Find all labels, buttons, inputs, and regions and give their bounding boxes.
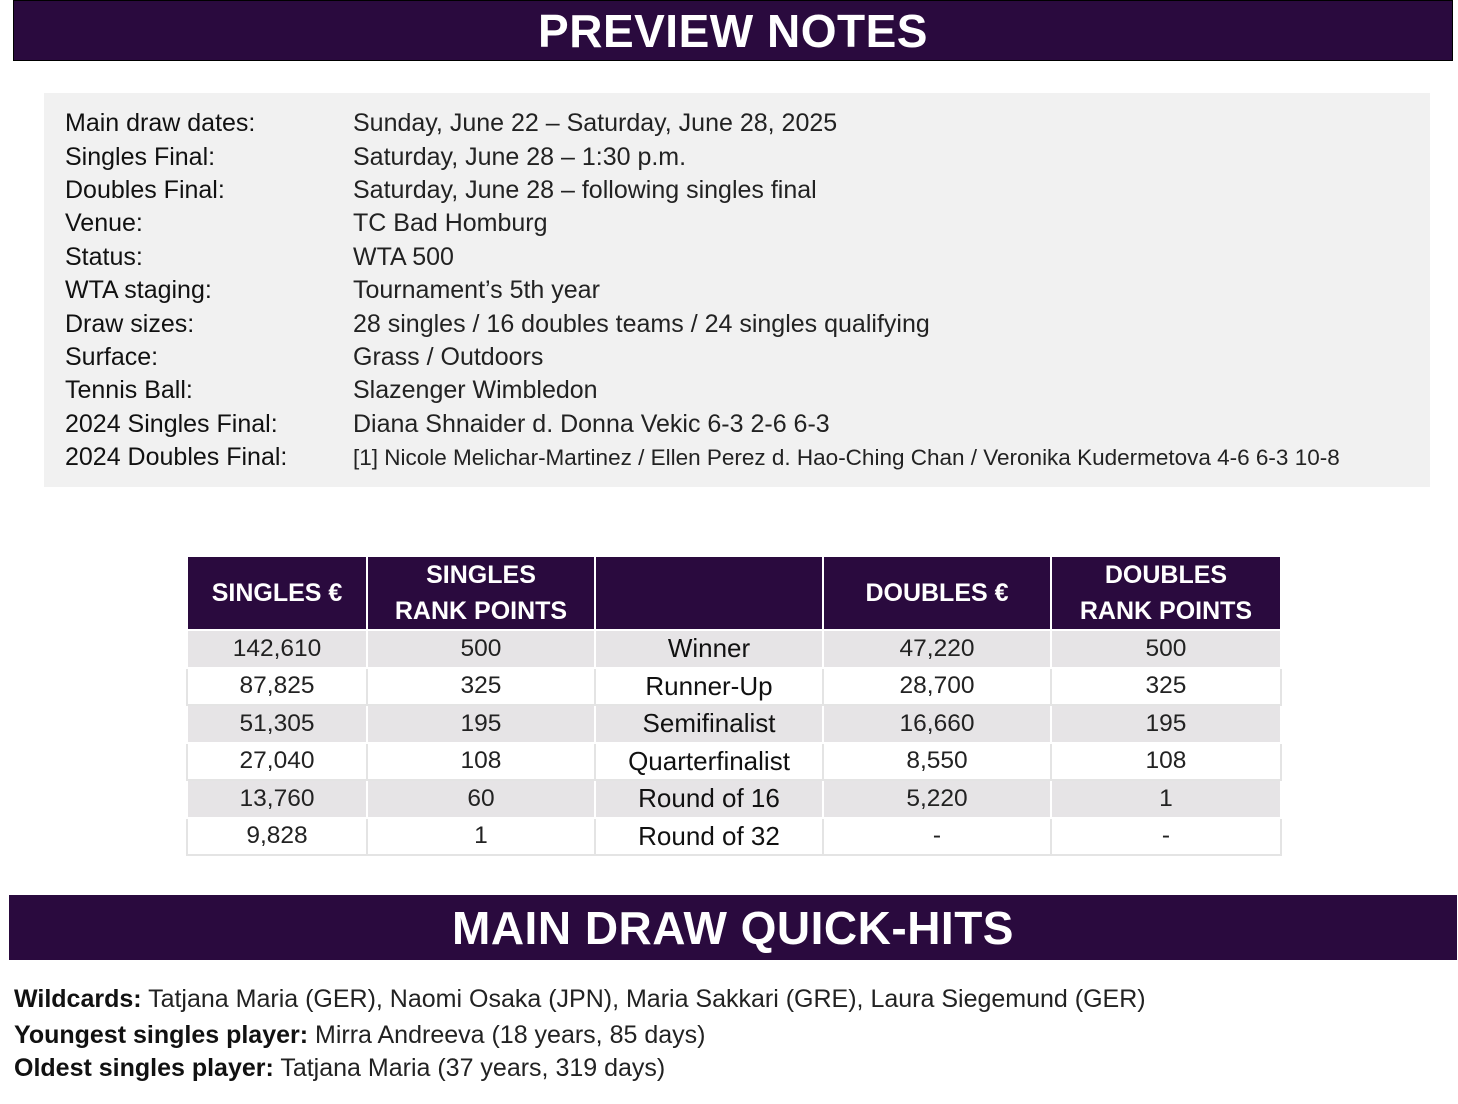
doubles-points-cell: 325 [1051, 668, 1281, 706]
info-row-draw-sizes [65, 307, 1430, 340]
info-value: Slazenger Wimbledon [353, 376, 598, 405]
info-label: 2024 Doubles Final: [65, 443, 288, 472]
info-row-status [65, 241, 1430, 274]
doubles-prize-cell: 16,660 [823, 705, 1051, 743]
preview-notes-banner [13, 0, 1453, 61]
table-row [187, 743, 1281, 781]
singles-prize-cell: 142,610 [187, 630, 367, 668]
singles-points-cell: 1 [367, 818, 595, 856]
singles-points-cell: 60 [367, 780, 595, 818]
doubles-points-cell: 500 [1051, 630, 1281, 668]
header-singles-prize: SINGLES € [187, 556, 367, 630]
quick-hit-label: Oldest singles player: [14, 1054, 274, 1082]
info-label: Doubles Final: [65, 175, 225, 204]
info-value: Sunday, June 22 – Saturday, June 28, 2025 [353, 109, 838, 138]
round-cell: Round of 32 [595, 818, 823, 856]
table-row [187, 818, 1281, 856]
table-header-row [187, 556, 1281, 630]
info-row-singles-final [65, 140, 1430, 173]
info-row-tennis-ball [65, 374, 1430, 407]
header-round [595, 556, 823, 630]
info-value: Saturday, June 28 – 1:30 p.m. [353, 142, 687, 171]
info-row-main-draw-dates [65, 107, 1430, 140]
singles-prize-cell: 87,825 [187, 668, 367, 706]
doubles-points-cell: - [1051, 818, 1281, 856]
header-singles-rank-points: SINGLES RANK POINTS [367, 556, 595, 630]
info-label: 2024 Singles Final: [65, 409, 278, 438]
doubles-prize-cell: 8,550 [823, 743, 1051, 781]
info-value: WTA 500 [353, 242, 454, 271]
info-label: WTA staging: [65, 276, 212, 305]
info-row-2024-doubles-final [65, 441, 1430, 474]
info-row-2024-singles-final [65, 408, 1430, 441]
table-row [187, 780, 1281, 818]
quick-hit-youngest [14, 1021, 705, 1050]
info-value: [1] Nicole Melichar-Martinez / Ellen Perez d. Hao-Ching Chan / Veronika Kudermetova 4-6 6-3 10-8 [353, 444, 1340, 470]
info-value: 28 singles / 16 doubles teams / 24 singles qualifying [353, 309, 930, 338]
table-row [187, 705, 1281, 743]
quick-hit-text: Tatjana Maria (GER), Naomi Osaka (JPN), Maria Sakkari (GRE), Laura Siegemund (GER) [141, 985, 1146, 1013]
table-row [187, 668, 1281, 706]
quick-hit-wildcards [14, 985, 1146, 1014]
singles-points-cell: 325 [367, 668, 595, 706]
info-label: Status: [65, 242, 143, 271]
singles-prize-cell: 9,828 [187, 818, 367, 856]
quick-hits-title: MAIN DRAW QUICK-HITS [452, 901, 1014, 954]
prize-money-table [186, 555, 1282, 856]
info-label: Singles Final: [65, 142, 216, 171]
quick-hit-text: Tatjana Maria (37 years, 319 days) [273, 1054, 666, 1082]
info-row-venue [65, 207, 1430, 240]
table-row [187, 630, 1281, 668]
doubles-prize-cell: - [823, 818, 1051, 856]
tournament-info-box [44, 93, 1430, 487]
header-doubles-rank-points: DOUBLES RANK POINTS [1051, 556, 1281, 630]
preview-notes-title: PREVIEW NOTES [538, 4, 928, 57]
info-value: Diana Shnaider d. Donna Vekic 6-3 2-6 6-3 [353, 409, 830, 438]
info-value: Tournament’s 5th year [353, 276, 600, 305]
quick-hits-banner [9, 895, 1457, 960]
singles-points-cell: 108 [367, 743, 595, 781]
doubles-points-cell: 108 [1051, 743, 1281, 781]
info-label: Main draw dates: [65, 109, 256, 138]
doubles-prize-cell: 28,700 [823, 668, 1051, 706]
info-value: Grass / Outdoors [353, 342, 544, 371]
info-label: Draw sizes: [65, 309, 195, 338]
info-row-surface [65, 341, 1430, 374]
header-doubles-prize: DOUBLES € [823, 556, 1051, 630]
info-value: TC Bad Homburg [353, 209, 548, 238]
quick-hit-oldest [14, 1054, 665, 1083]
doubles-points-cell: 195 [1051, 705, 1281, 743]
round-cell: Quarterfinalist [595, 743, 823, 781]
info-value: Saturday, June 28 – following singles final [353, 175, 817, 204]
doubles-points-cell: 1 [1051, 780, 1281, 818]
info-label: Tennis Ball: [65, 376, 193, 405]
info-label: Surface: [65, 342, 159, 371]
info-row-wta-staging [65, 274, 1430, 307]
quick-hit-label: Youngest singles player: [14, 1021, 309, 1049]
info-label: Venue: [65, 209, 143, 238]
quick-hit-label: Wildcards: [14, 985, 142, 1013]
singles-prize-cell: 51,305 [187, 705, 367, 743]
round-cell: Semifinalist [595, 705, 823, 743]
doubles-prize-cell: 5,220 [823, 780, 1051, 818]
round-cell: Round of 16 [595, 780, 823, 818]
singles-prize-cell: 27,040 [187, 743, 367, 781]
round-cell: Runner-Up [595, 668, 823, 706]
round-cell: Winner [595, 630, 823, 668]
singles-points-cell: 195 [367, 705, 595, 743]
info-row-doubles-final [65, 174, 1430, 207]
quick-hit-text: Mirra Andreeva (18 years, 85 days) [308, 1021, 706, 1049]
doubles-prize-cell: 47,220 [823, 630, 1051, 668]
singles-points-cell: 500 [367, 630, 595, 668]
singles-prize-cell: 13,760 [187, 780, 367, 818]
